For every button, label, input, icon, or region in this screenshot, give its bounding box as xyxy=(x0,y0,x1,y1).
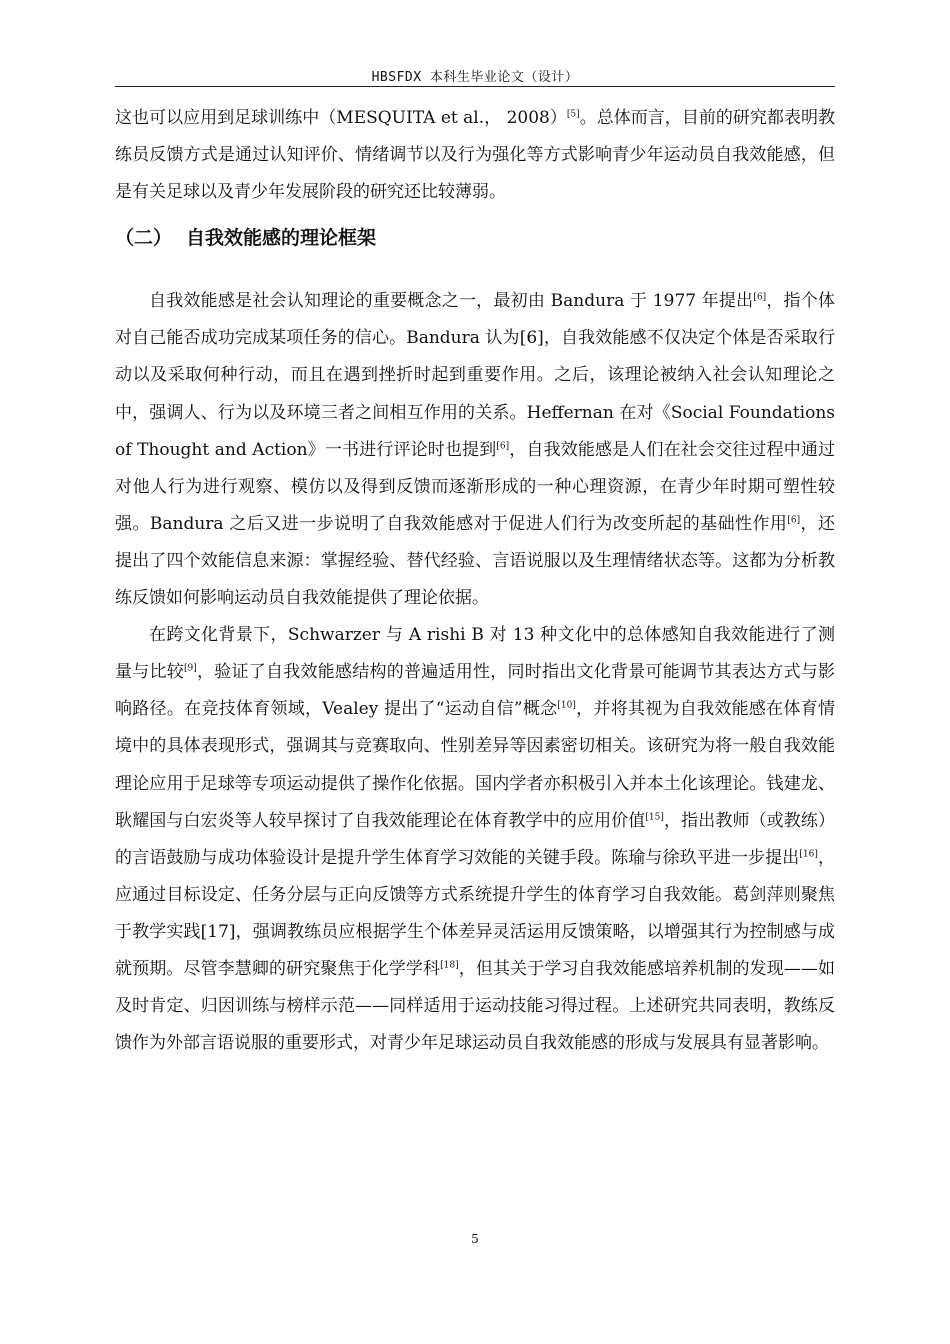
paragraph-text: ，但其关于学习自我效能感培养机制的发现——如及时肯定、归因训练与榜样示范——同样适用于运动技能习得过程。上述研究共同表明，教练反馈作为外部言语说服的重要形式，对青少年足球运动员自我效能感的形成与发展具有显著影响。 xyxy=(115,958,836,1054)
citation: [16] xyxy=(799,849,818,860)
citation: [6] xyxy=(787,515,801,526)
citation: [9] xyxy=(184,663,197,674)
citation: [15] xyxy=(645,811,664,822)
paragraph-text: ，还提出了四个效能信息来源：掌握经验、替代经验、言语说服以及生理情绪状态等。这都为分析教练反馈如何影响运动员自我效能提供了理论依据。 xyxy=(115,513,835,609)
citation: [6] xyxy=(496,441,510,451)
citation: [18] xyxy=(440,960,459,971)
section-number: （二） xyxy=(115,227,173,250)
header-rule xyxy=(115,86,835,87)
paragraph-text: 这也可以应用到足球训练中（MESQUITA et al.， 2008） xyxy=(115,108,567,128)
section-title: 自我效能感的理论框架 xyxy=(186,227,377,250)
page-number: 5 xyxy=(471,1232,479,1246)
paragraph-text: ，自我效能感是人们在社会交往过程中通过对他人行为进行观察、模仿以及得到反馈而逐渐形成的一种心理资源，在青少年时期可塑性较强。Bandura 之后又进一步说明了自我效能感对于促进人们行为改变所起的基础性作用 xyxy=(115,439,836,534)
page-body xyxy=(115,100,835,1062)
citation: [6] xyxy=(753,292,767,303)
section-heading xyxy=(115,211,835,283)
paragraph-cross-cultural xyxy=(115,617,835,1062)
paragraph-text: 自我效能感是社会认知理论的重要概念之一，最初由 Bandura 于 1977 年提出 xyxy=(149,291,754,312)
paragraph-text: ，指出教师（或教练）的言语鼓励与成功体验设计是提升学生体育学习效能的关键手段。陈瑜与徐玖平进一步提出 xyxy=(115,810,836,868)
paragraph-text: ，验证了自我效能感结构的普遍适用性，同时指出文化背景可能调节其表达方式与影响路径。在竞技体育领域，Vealey 提出了“运动自信”概念 xyxy=(115,662,835,720)
running-header: HBSFDX 本科生毕业论文（设计） xyxy=(371,70,579,85)
citation: [5] xyxy=(566,109,580,120)
paragraph-text: 在跨文化背景下，Schwarzer 与 A rishi B 对 13 种文化中的总体感知自我效能进行了测量与比较 xyxy=(115,625,835,683)
paragraph-theory xyxy=(115,283,835,617)
citation: [10] xyxy=(557,700,576,711)
paragraph-continued xyxy=(115,100,835,211)
paragraph-text: ，并将其视为自我效能感在体育情境中的具体表现形式，强调其与竞赛取向、性别差异等因素密切相关。该研究为将一般自我效能理论应用于足球等专项运动提供了操作化依据。国内学者亦积极引入并本土化该理论。钱建龙、耿耀国与白宏炎等人较早探讨了自我效能理论在体育教学中的应用价值 xyxy=(115,699,835,831)
paragraph-text: ，指个体对自己能否成功完成某项任务的信心。Bandura 认为[6]，自我效能感不仅决定个体是否采取行动以及采取何种行动，而且在遇到挫折时起到重要作用。之后，该理论被纳入社会认知理论之中，强调人、行为以及环境三者之间相互作用的关系。Heffernan 在对《Social Foundations of Thought and Action》一书进行评论时也提到 xyxy=(115,291,835,460)
paragraph-text: 。总体而言，目前的研究都表明教练员反馈方式是通过认知评价、情绪调节以及行为强化等方式影响青少年运动员自我效能感，但是有关足球以及青少年发展阶段的研究还比较薄弱。 xyxy=(115,108,835,203)
paragraph-text: ，应通过目标设定、任务分层与正向反馈等方式系统提升学生的体育学习自我效能。葛剑萍则聚焦于教学实践[17]，强调教练员应根据学生个体差异灵活运用反馈策略，以增强其行为控制感与成就预期。尽管李慧卿的研究聚焦于化学学科 xyxy=(115,847,836,979)
